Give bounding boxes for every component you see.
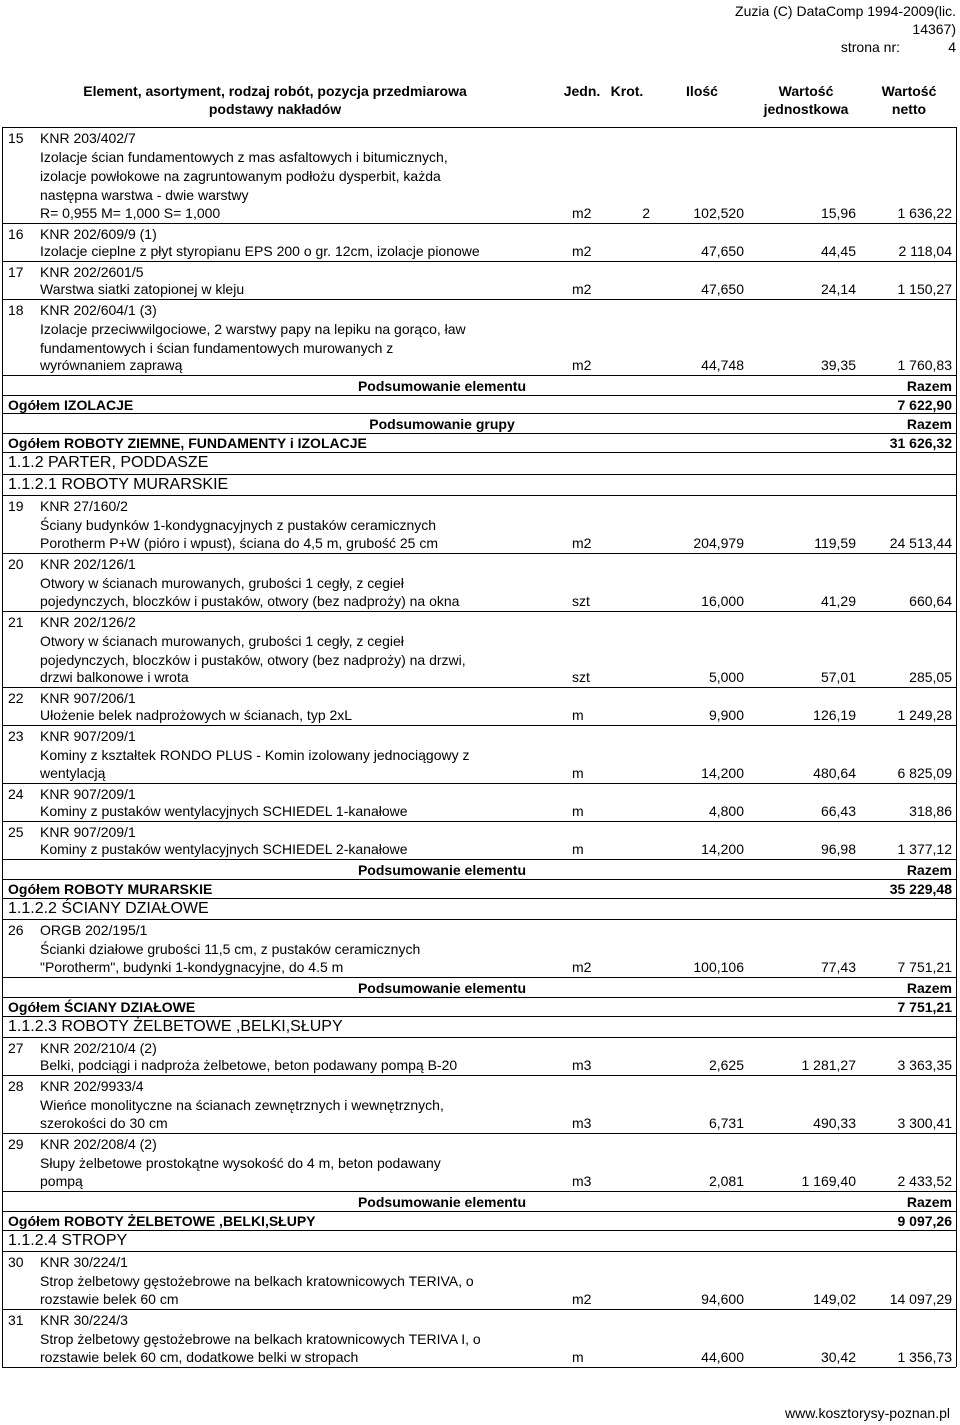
summary-razem: Razem [906, 378, 952, 394]
item-unit: m [572, 707, 584, 723]
item-description-last: szerokości do 30 cm [40, 1115, 168, 1131]
header-element-sub: podstawy nakładów [208, 101, 342, 117]
item-number: 17 [8, 264, 24, 280]
summary-label: Podsumowanie elementu [357, 378, 527, 394]
item-description-last: rozstawie belek 60 cm [40, 1291, 179, 1307]
item-quantity: 14,200 [701, 765, 744, 781]
item-net-value: 660,64 [909, 593, 952, 609]
item-description-line: Otwory w ścianach murowanych, grubości 1 cegły, z cegieł [40, 633, 404, 649]
summary-total-value: 7 751,21 [897, 999, 952, 1015]
item-description-last: Izolacje cieplne z płyt styropianu EPS 200 o gr. 12cm, izolacje pionowe [40, 243, 480, 259]
summary-row [2, 978, 956, 1016]
summary-razem: Razem [906, 416, 952, 432]
item-unit-price: 66,43 [820, 803, 856, 819]
item-quantity: 16,000 [701, 593, 744, 609]
item-description-line: pojedynczych, bloczków i pustaków, otwory (bez nadproży) na drzwi, [40, 652, 466, 668]
row-rule [2, 879, 956, 880]
item-net-value: 14 097,29 [889, 1291, 952, 1307]
table-row [2, 1038, 956, 1076]
item-unit-price: 96,98 [820, 841, 856, 857]
item-description-last: "Porotherm", budynki 1-kondygnacyjne, do 4.5 m [40, 959, 344, 975]
summary-row [2, 1192, 956, 1230]
item-code: KNR 203/402/7 [40, 130, 136, 146]
header-net: Wartość [881, 83, 937, 99]
row-rule [2, 299, 956, 300]
item-description-last: Warstwa siatki zatopionej w kleju [40, 281, 245, 297]
summary-row [2, 376, 956, 414]
item-description-line: Otwory w ścianach murowanych, grubości 1 cegły, z cegieł [40, 575, 404, 591]
row-rule [2, 821, 956, 822]
summary-razem: Razem [906, 1194, 952, 1210]
item-number: 20 [8, 556, 24, 572]
summary-label: Podsumowanie elementu [357, 980, 527, 996]
item-code: KNR 202/604/1 (3) [40, 302, 157, 318]
summary-row [2, 414, 956, 452]
item-description-line: następna warstwa - dwie warstwy [40, 187, 249, 203]
item-number: 28 [8, 1078, 24, 1094]
row-rule [2, 395, 956, 396]
summary-total-label: Ogółem ROBOTY ZIEMNE, FUNDAMENTY i IZOLACJE [8, 435, 367, 451]
item-unit-price: 77,43 [820, 959, 856, 975]
item-number: 24 [8, 786, 24, 802]
item-net-value: 1 356,73 [897, 1349, 952, 1365]
item-description-last: R= 0,955 M= 1,000 S= 1,000 [40, 205, 221, 221]
row-rule [2, 1191, 956, 1192]
header-qty: Ilość [686, 83, 718, 99]
section-heading: 1.1.2.2 ŚCIANY DZIAŁOWE [8, 900, 209, 917]
item-unit: m3 [572, 1057, 592, 1073]
item-net-value: 24 513,44 [889, 535, 952, 551]
page-number: 4 [948, 39, 956, 55]
row-rule [2, 223, 956, 224]
item-unit-price: 1 169,40 [801, 1173, 856, 1189]
item-net-value: 1 377,12 [897, 841, 952, 857]
item-code: KNR 202/609/9 (1) [40, 226, 157, 242]
item-number: 23 [8, 728, 24, 744]
item-net-value: 2 118,04 [898, 243, 952, 259]
item-quantity: 9,900 [708, 707, 744, 723]
summary-label: Podsumowanie elementu [357, 862, 527, 878]
item-net-value: 2 433,52 [897, 1173, 952, 1189]
item-number: 15 [8, 130, 24, 146]
header-unit: Jedn. [563, 83, 601, 99]
row-rule [2, 1016, 956, 1017]
table-row [2, 554, 956, 612]
item-description-last: Kominy z pustaków wentylacyjnych SCHIEDEL 2-kanałowe [40, 841, 408, 857]
section-heading-row [2, 1231, 956, 1252]
item-unit: m [572, 765, 584, 781]
row-rule [2, 687, 956, 688]
item-description-line: fundamentowych i ścian fundamentowych murowanych z [40, 340, 394, 356]
summary-label: Podsumowanie grupy [369, 416, 515, 432]
item-description-last: Kominy z pustaków wentylacyjnych SCHIEDEL 1-kanałowe [40, 803, 408, 819]
item-quantity: 102,520 [693, 205, 744, 221]
summary-total-label: Ogółem ŚCIANY DZIAŁOWE [8, 999, 196, 1015]
item-number: 16 [8, 226, 24, 242]
item-description-last: drzwi balkonowe i wrota [40, 669, 189, 685]
item-number: 25 [8, 824, 24, 840]
section-heading: 1.1.2 PARTER, PODDASZE [8, 454, 209, 471]
item-number: 22 [8, 690, 24, 706]
item-code: ORGB 202/195/1 [40, 922, 148, 938]
item-unit-price: 480,64 [813, 765, 856, 781]
item-code: KNR 907/209/1 [40, 728, 136, 744]
table-header [0, 80, 960, 126]
item-unit-price: 490,33 [813, 1115, 856, 1131]
table-row [2, 300, 956, 376]
copyright-line: Zuzia (C) DataComp 1994-2009(lic. [735, 3, 956, 19]
item-code: KNR 202/2601/5 [40, 264, 144, 280]
item-description-last: Porotherm P+W (pióro i wpust), ściana do 4,5 m, grubość 25 cm [40, 535, 438, 551]
item-quantity: 94,600 [701, 1291, 744, 1307]
item-number: 21 [8, 614, 24, 630]
table-row [2, 920, 956, 978]
row-rule [2, 997, 956, 998]
item-quantity: 6,731 [708, 1115, 744, 1131]
summary-total-value: 7 622,90 [897, 397, 952, 413]
row-rule [2, 261, 956, 262]
header-krot: Krot. [610, 83, 644, 99]
item-description-last: pojedynczych, bloczków i pustaków, otwory (bez nadproży) na okna [40, 593, 460, 609]
item-unit-price: 119,59 [814, 535, 856, 551]
section-heading-row [2, 899, 956, 920]
summary-razem: Razem [906, 862, 952, 878]
summary-total-label: Ogółem ROBOTY MURARSKIE [8, 881, 213, 897]
page-label: strona nr: [840, 39, 900, 55]
section-heading: 1.1.2.3 ROBOTY ŻELBETOWE ,BELKI,SŁUPY [8, 1018, 343, 1035]
item-quantity: 2,625 [708, 1057, 744, 1073]
row-rule [2, 433, 956, 434]
item-net-value: 1 636,22 [897, 205, 952, 221]
item-net-value: 6 825,09 [897, 765, 952, 781]
footer-website: www.kosztorysy-poznan.pl [785, 1405, 950, 1421]
item-description-last: wyrównaniem zaprawą [40, 357, 183, 373]
item-unit: szt [572, 669, 590, 685]
item-code: KNR 27/160/2 [40, 498, 128, 514]
item-code: KNR 202/9933/4 [40, 1078, 144, 1094]
item-unit-price: 41,29 [820, 593, 856, 609]
summary-row [2, 860, 956, 898]
item-number: 27 [8, 1040, 24, 1056]
summary-razem: Razem [906, 980, 952, 996]
table-right-border [956, 127, 957, 1367]
row-rule [2, 1230, 956, 1231]
row-rule [2, 1309, 956, 1310]
item-unit-price: 149,02 [813, 1291, 856, 1307]
row-rule [2, 783, 956, 784]
header-net-sub: netto [891, 101, 927, 117]
item-quantity: 5,000 [708, 669, 744, 685]
item-description-line: Ścianki działowe grubości 11,5 cm, z pustaków ceramicznych [40, 941, 421, 957]
item-unit: m2 [572, 535, 592, 551]
summary-total-value: 35 229,48 [889, 881, 952, 897]
row-rule [2, 452, 956, 453]
item-number: 31 [8, 1312, 24, 1328]
item-unit: szt [572, 593, 590, 609]
item-code: KNR 907/206/1 [40, 690, 136, 706]
item-quantity: 47,650 [701, 281, 744, 297]
item-unit-price: 30,42 [820, 1349, 856, 1365]
item-number: 30 [8, 1254, 24, 1270]
item-unit: m2 [572, 205, 592, 221]
section-heading-row [2, 475, 956, 496]
item-unit-price: 15,96 [820, 205, 856, 221]
table-row [2, 822, 956, 860]
section-heading: 1.1.2.4 STROPY [8, 1232, 128, 1249]
item-unit: m3 [572, 1115, 592, 1131]
table-row [2, 1252, 956, 1310]
item-quantity: 2,081 [708, 1173, 744, 1189]
item-net-value: 318,86 [909, 803, 952, 819]
table-row [2, 224, 956, 262]
summary-label: Podsumowanie elementu [357, 1194, 527, 1210]
table-row [2, 1310, 956, 1368]
item-quantity: 204,979 [693, 535, 744, 551]
item-quantity: 44,600 [701, 1349, 744, 1365]
table-row [2, 1076, 956, 1134]
row-rule [2, 725, 956, 726]
item-description-last: rozstawie belek 60 cm, dodatkowe belki w stropach [40, 1349, 359, 1365]
item-net-value: 1 150,27 [897, 281, 952, 297]
item-description-line: Ściany budynków 1-kondygnacyjnych z pustaków ceramicznych [40, 517, 437, 533]
item-net-value: 1 249,28 [897, 707, 952, 723]
item-description-line: Strop żelbetowy gęstożebrowe na belkach kratownicowych TERIVA I, o [40, 1331, 481, 1347]
item-unit: m3 [572, 1173, 592, 1189]
item-number: 19 [8, 498, 24, 514]
table-row [2, 726, 956, 784]
header-unit-price: Wartość [778, 83, 834, 99]
item-code: KNR 907/209/1 [40, 786, 136, 802]
table-row [2, 262, 956, 300]
item-number: 18 [8, 302, 24, 318]
item-code: KNR 30/224/1 [40, 1254, 128, 1270]
section-heading-row [2, 1017, 956, 1038]
row-rule [2, 1133, 956, 1134]
table-row [2, 688, 956, 726]
item-number: 29 [8, 1136, 24, 1152]
row-rule [2, 413, 956, 414]
row-rule [2, 474, 956, 475]
row-rule [2, 977, 956, 978]
item-unit-price: 57,01 [820, 669, 856, 685]
row-rule [2, 611, 956, 612]
table-row [2, 784, 956, 822]
table-left-border [2, 127, 3, 1367]
item-description-line: Słupy żelbetowe prostokątne wysokość do 4 m, beton podawany [40, 1155, 441, 1171]
item-code: KNR 202/126/2 [40, 614, 136, 630]
table-row [2, 128, 956, 224]
header-unit-price-sub: jednostkowa [763, 101, 849, 117]
item-description-line: Wieńce monolityczne na ścianach zewnętrznych i wewnętrznych, [40, 1097, 444, 1113]
item-unit: m2 [572, 959, 592, 975]
item-code: KNR 202/126/1 [40, 556, 136, 572]
item-description-line: Izolacje ścian fundamentowych z mas asfaltowych i bitumicznych, [40, 149, 448, 165]
table-bottom-rule [2, 1367, 956, 1368]
row-rule [2, 859, 956, 860]
item-description-last: wentylacją [40, 765, 106, 781]
item-unit: m [572, 841, 584, 857]
summary-total-label: Ogółem ROBOTY ŻELBETOWE ,BELKI,SŁUPY [8, 1213, 316, 1229]
item-code: KNR 202/210/4 (2) [40, 1040, 157, 1056]
item-unit-price: 1 281,27 [801, 1057, 856, 1073]
item-net-value: 285,05 [909, 669, 952, 685]
item-description-line: izolacje powłokowe na zagruntowanym podłożu dysperbit, każda [40, 168, 441, 184]
item-description-line: Kominy z kształtek RONDO PLUS - Komin izolowany jednociągowy z [40, 747, 470, 763]
row-rule [2, 1075, 956, 1076]
table-row [2, 496, 956, 554]
item-description-line: Izolacje przeciwwilgociowe, 2 warstwy papy na lepiku na gorąco, ław [40, 321, 466, 337]
license-number: 14367) [912, 21, 956, 37]
item-unit: m2 [572, 281, 592, 297]
item-krot: 2 [642, 205, 650, 221]
item-unit: m [572, 1349, 584, 1365]
item-code: KNR 907/209/1 [40, 824, 136, 840]
item-unit-price: 39,35 [820, 357, 856, 373]
item-quantity: 47,650 [701, 243, 744, 259]
item-quantity: 4,800 [708, 803, 744, 819]
item-unit-price: 44,45 [820, 243, 856, 259]
summary-total-value: 9 097,26 [897, 1213, 952, 1229]
item-unit: m2 [572, 1291, 592, 1307]
row-rule [2, 375, 956, 376]
item-description-last: Ułożenie belek nadprożowych w ścianach, typ 2xL [40, 707, 353, 723]
item-net-value: 3 363,35 [897, 1057, 952, 1073]
row-rule [2, 898, 956, 899]
header-element: Element, asortyment, rodzaj robót, pozycja przedmiarowa [83, 83, 467, 99]
summary-total-label: Ogółem IZOLACJE [8, 397, 134, 413]
item-net-value: 7 751,21 [897, 959, 952, 975]
table-top-rule [2, 127, 956, 128]
item-code: KNR 202/208/4 (2) [40, 1136, 157, 1152]
section-heading-row [2, 453, 956, 474]
item-description-line: Strop żelbetowy gęstożebrowe na belkach kratownicowych TERIVA, o [40, 1273, 474, 1289]
item-unit-price: 24,14 [820, 281, 856, 297]
item-net-value: 1 760,83 [897, 357, 952, 373]
item-description-last: Belki, podciągi i nadproża żelbetowe, beton podawany pompą B-20 [40, 1057, 458, 1073]
row-rule [2, 1211, 956, 1212]
table-row [2, 612, 956, 688]
item-quantity: 14,200 [701, 841, 744, 857]
summary-total-value: 31 626,32 [889, 435, 952, 451]
item-number: 26 [8, 922, 24, 938]
item-quantity: 44,748 [701, 357, 744, 373]
item-unit: m2 [572, 357, 592, 373]
item-unit: m2 [572, 243, 592, 259]
table-row [2, 1134, 956, 1192]
item-code: KNR 30/224/3 [40, 1312, 128, 1328]
item-quantity: 100,106 [693, 959, 744, 975]
item-description-last: pompą [40, 1173, 83, 1189]
row-rule [2, 553, 956, 554]
section-heading: 1.1.2.1 ROBOTY MURARSKIE [8, 476, 229, 493]
item-unit: m [572, 803, 584, 819]
item-unit-price: 126,19 [813, 707, 856, 723]
item-net-value: 3 300,41 [897, 1115, 952, 1131]
